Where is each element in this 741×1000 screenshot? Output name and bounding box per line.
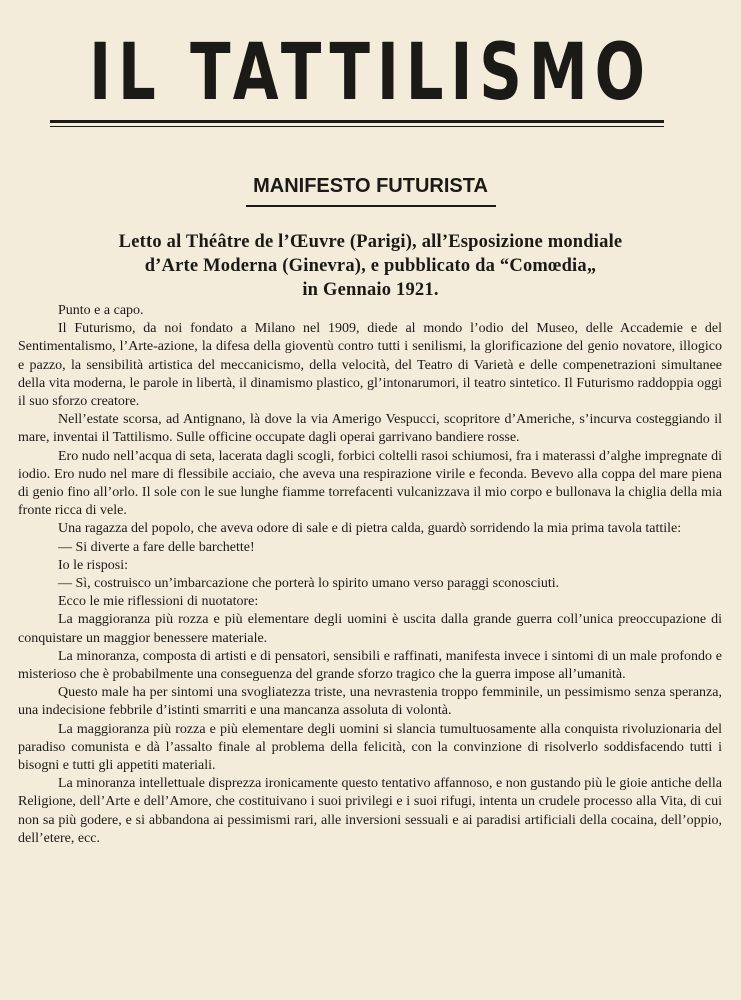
subtitle-underline [246,205,496,207]
paragraph: Punto e a capo. [58,303,144,318]
paragraph: La maggioranza più rozza e più elementare degli uomini è uscita dalla grande guerra coll’unica preoccupazione di conquistare un maggior benessere materiale. [18,612,722,646]
paragraph: Nell’estate scorsa, ad Antignano, là dove la via Amerigo Vespucci, scopritore d’Americhe, s’incurva costeggiando il mare, inventai il Tattilismo. Sulle officine occupate dagli operai garrivano bandiere rosse. [18,412,722,446]
paragraph: Ecco le mie riflessioni di nuotatore: [58,594,259,610]
publication-note-line: in Gennaio 1921. [302,280,439,300]
paragraph: La minoranza intellettuale disprezza ironicamente questo tentativo affannoso, e non gustando più le gioie antiche della Religione, dell’Arte e dell’Amore, che costituivano i suoi privilegi e i suoi rifugi, intenta un crudele processo alla Vita, di cui non sa più godere, e si abbandona ai pessimismi rari, alle inversioni sessuali e ai paradisi artificiali della cocaina, dell’oppio, dell’etere, ecc. [18,776,722,846]
publication-note-line: Letto al Théâtre de l’Œuvre (Parigi), all’Esposizione mondiale [118,232,623,252]
paragraph: Il Futurismo, da noi fondato a Milano nel 1909, diede al mondo l’odio del Museo, delle Accademie e del Sentimentalismo, l’Arte-azione, la difesa della gioventù contro tutti i senilismi, la glorificazione del genio novatore, illogico e pazzo, la sensibilità artistica del meccanicismo, della velocità, del Teatro di Varietà e delle compenetrazioni simultanee della vita moderna, le parole in libertà, il dinamismo plastico, gl’intonarumori, il teatro sintetico. Il Futurismo raddoppia oggi il suo sforzo creatore. [18,321,722,410]
paragraph: Questo male ha per sintomi una svogliatezza triste, una nevrastenia troppo femminile, un pessimismo senza speranza, una indecisione febbrile d’istinti smarriti e una mancanza assoluta di volontà. [18,685,722,719]
title-rule-thick [50,120,664,123]
subtitle: MANIFESTO FUTURISTA [253,175,488,197]
page-title: IL TATTILISMO [89,28,652,118]
paragraph: La maggioranza più rozza e più elementare degli uomini si slancia tumultuosamente alla conquista rivoluzionaria del paradiso comunista e dà l’assalto finale al problema della felicità, con la convinzione di risolverlo soddisfacendo tutti i bisogni e tutti gli appetiti materiali. [18,721,722,774]
publication-note-line: d’Arte Moderna (Ginevra), e pubblicato da “Comœdia„ [144,256,597,276]
dialogue-line: — Sì, costruisco un’imbarcazione che porterà lo spirito umano verso paraggi sconosciuti. [58,576,560,592]
dialogue-line: — Si diverte a fare delle barchette! [58,539,255,555]
paragraph: La minoranza, composta di artisti e di pensatori, sensibili e raffinati, manifesta invece i sintomi di un male profondo e misterioso che è probabilmente una conseguenza del grande sforzo tragico che la guerra impose all’umanità. [18,648,722,683]
title-rule-thin [50,126,664,127]
manifesto-body [18,302,722,848]
paragraph: Io le risposi: [58,557,128,573]
publication-note [20,230,721,302]
paragraph: Una ragazza del popolo, che aveva odore di sale e di pietra calda, guardò sorridendo la mia prima tavola tattile: [58,521,682,537]
paragraph: Ero nudo nell’acqua di seta, lacerata dagli scogli, forbici coltelli rasoi schiumosi, fra i materassi d’alghe impregnate di iodio. Ero nudo nel mare di flessibile acciaio, che aveva una respirazione virile e feconda. Bevevo alla coppa del mare piena di genio fino all’orlo. Il sole con le sue lunghe fiamme torrefacenti vulcanizzava il mio corpo e bullonava la chiglia della mia fronte ricca di vele. [18,448,722,519]
